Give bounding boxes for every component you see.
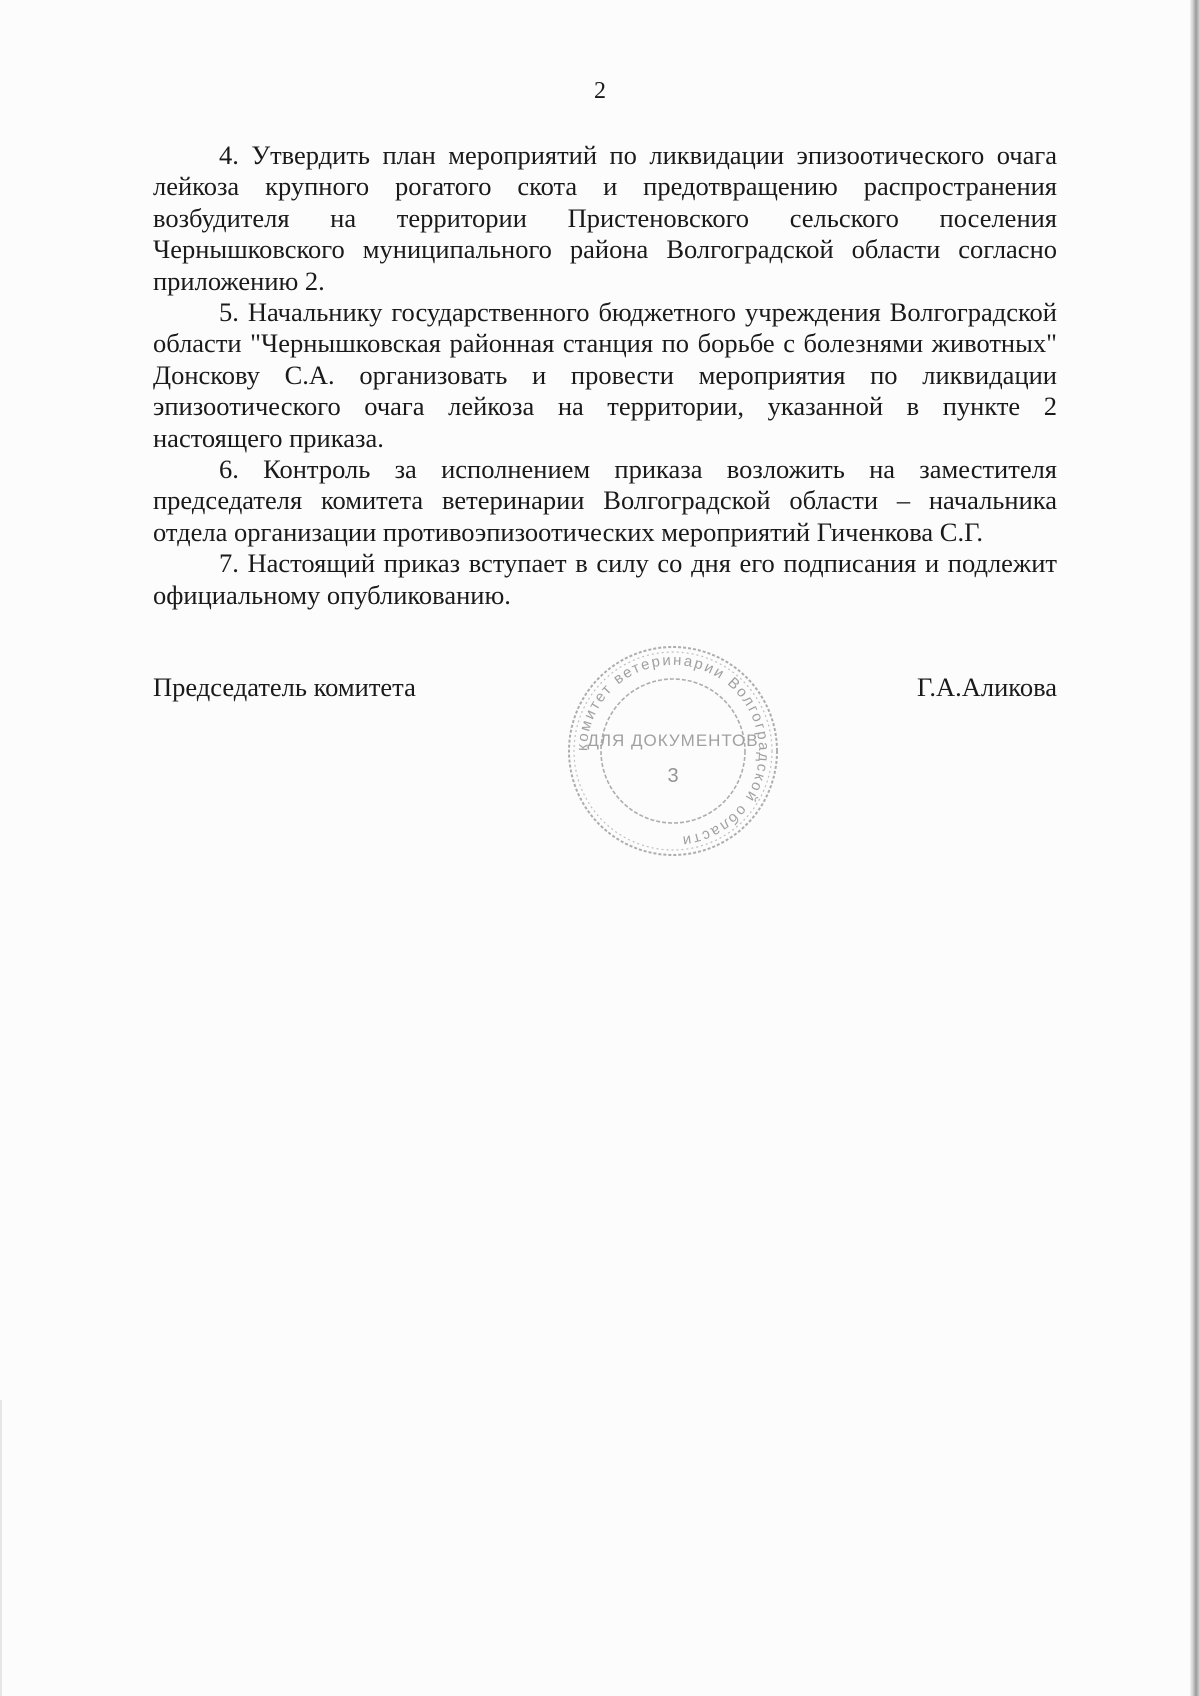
page-number: 2 xyxy=(594,78,606,104)
scan-edge-left xyxy=(0,1400,2,1696)
paragraph-7: 7. Настоящий приказ вступает в силу со дня его подписания и подлежит официальному опубликованию. xyxy=(153,548,1057,610)
official-stamp-icon xyxy=(562,640,784,862)
stamp-center-text: ДЛЯ ДОКУМЕНТОВ xyxy=(587,731,759,750)
stamp-number: 3 xyxy=(667,765,679,787)
paragraph-6: 6. Контроль за исполнением приказа возложить на заместителя председателя комитета ветеринарии Волгоградской области – начальника отдела организации противоэпизоотических мероприятий Гиченкова С.Г. xyxy=(153,454,1057,547)
stamp-ring-text: комитет ветеринарии Волгоградской области xyxy=(573,651,773,850)
paragraph-5: 5. Начальнику государственного бюджетного учреждения Волгоградской области "Чернышковская районная станция по борьбе с болезнями животных" Донскову С.А. организовать и провести мероприятия по ликвидации эпизоотического очага лейкоза на территории, указанной в пункте 2 настоящего приказа. xyxy=(153,297,1057,453)
signatory-position: Председатель комитета xyxy=(153,672,416,702)
signatory-name: Г.А.Аликова xyxy=(917,672,1057,702)
document-body xyxy=(153,140,1057,611)
scan-edge-right xyxy=(1190,0,1200,1696)
paragraph-4: 4. Утвердить план мероприятий по ликвидации эпизоотического очага лейкоза крупного рогатого скота и предотвращению распространения возбудителя на территории Пристеновского сельского поселения Чернышковского муниципального района Волгоградской области согласно приложению 2. xyxy=(153,140,1057,296)
